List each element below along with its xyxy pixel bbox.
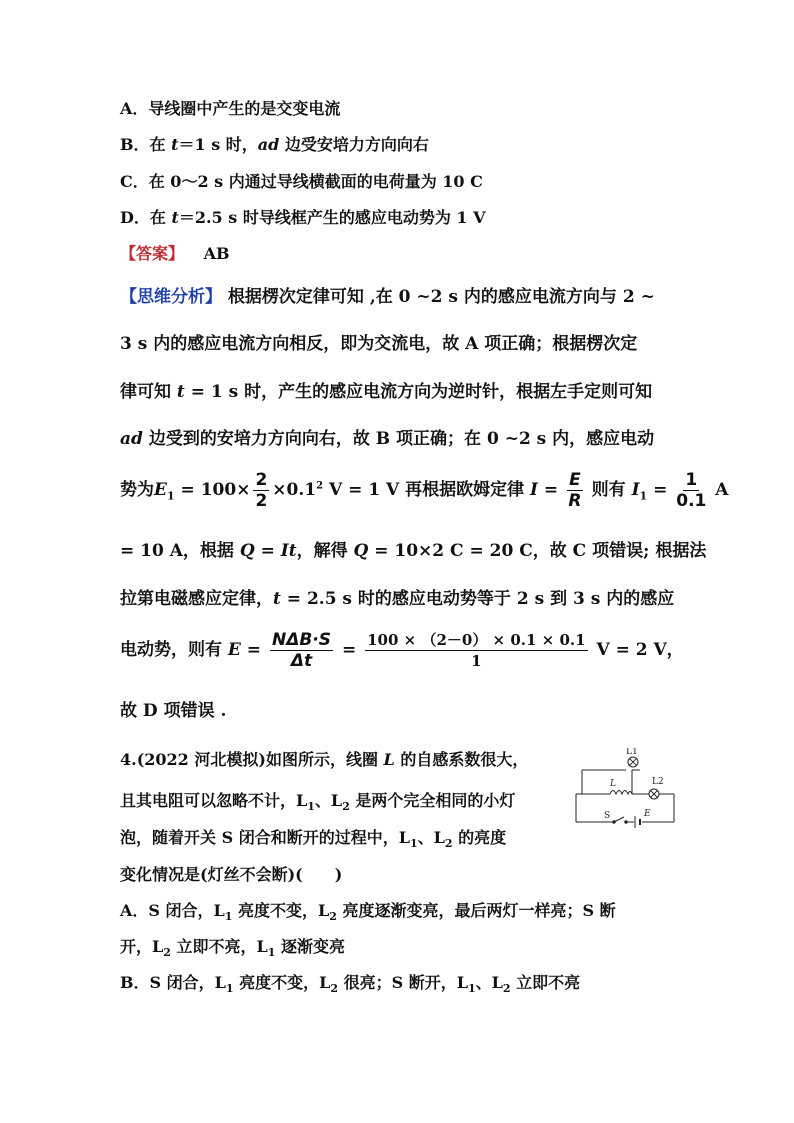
fraction-e-over-r: $\frac{E}{R}$ [568, 470, 582, 511]
switch-icon [613, 817, 627, 823]
option-b: B．在 t＝1 s 时，ad 边受安培力方向向右 [120, 135, 429, 154]
fraction-numeric: $\frac{100 \times (2-0) \times 0.1 \times 0.1}{1}$ [367, 631, 586, 670]
q4-option-b-line-1: B．S 闭合，$L_1$ 亮度不变，$L_2$ 很亮；S 断开，$L_1$、$L_2$ 立即不亮 [120, 973, 581, 996]
fraction-1-over-01: $\frac{1}{0.1}$ [676, 470, 707, 511]
lamp-l2-icon [649, 789, 659, 799]
battery-icon [635, 816, 640, 828]
q4-line-4: 变化情况是(灯丝不会断)( ) [120, 865, 343, 884]
option-a: A．导线圈中产生的是交变电流 [120, 99, 341, 118]
analysis-line-8: 电动势，则有 E = $\frac{\text{NΔB·S}}{\Delta t}$ = $\frac{100 \times (2-0) \times 0.1 \times 0.1}{1}$ V = 2 V， [120, 630, 684, 671]
label-l: L [610, 779, 616, 789]
q4-source: (2022 河北模拟) [136, 750, 266, 769]
answer-tag: 【答案】 [120, 244, 185, 263]
label-s: S [604, 811, 611, 821]
q4-option-a-line-1: A．S 闭合，$L_1$ 亮度不变，$L_2$ 亮度逐渐变亮，最后两灯一样亮；S 断 [120, 901, 616, 924]
label-l2: L2 [652, 777, 664, 787]
analysis-line-6: = 10 A，根据 Q = It，解得 Q = 10×2 C = 20 C，故 C 项错误; 根据法 [120, 541, 707, 561]
q4-line-3: 泡，随着开关 S 闭合和断开的过程中，$L_1$、$L_2$ 的亮度 [120, 828, 507, 851]
analysis-line-1: 【思维分析】 根据楞次定律可知 ,在 0 ~2 s 内的感应电流方向与 2 ~ [120, 287, 655, 307]
label-e: E [644, 809, 651, 819]
q4-line-2: 且其电阻可以忽略不计，$L_1$、$L_2$ 是两个完全相同的小灯 [120, 791, 516, 814]
lamp-l1-icon [582, 757, 638, 767]
q4-option-a-line-2: 开，$L_2$ 立即不亮，$L_1$ 逐渐变亮 [120, 937, 345, 960]
fraction-faraday: $\frac{\text{NΔB·S}}{\Delta t}$ [271, 630, 332, 671]
analysis-tag: 【思维分析】 [120, 287, 222, 307]
q4-line-1: 4.(2022 河北模拟)如图所示，线圈 L 的自感系数很大， [120, 750, 529, 769]
inductor-coil-icon [610, 791, 632, 795]
fraction-2-over-2: $\frac{2}{2}$ [255, 470, 268, 511]
analysis-line-5: 势为$E_1 = 100\times$ $\frac{2}{2}$ $\times 0.1^2$ V = 1 V 再根据欧姆定律 I = $\frac{E}{R}$ 则有 $I_1$ = $\frac{1}{0.1}$ A [120, 470, 729, 511]
analysis-line-2: 3 s 内的感应电流方向相反，即为交流电，故 A 项正确；根据楞次定 [120, 334, 638, 354]
circuit-diagram [574, 748, 684, 836]
option-d: D．在 t＝2.5 s 时导线框产生的感应电动势为 1 V [120, 208, 486, 227]
answer-line [120, 243, 230, 265]
answer-value: AB [203, 244, 230, 263]
option-c: C．在 0～2 s 内通过导线横截面的电荷量为 10 C [120, 172, 483, 191]
analysis-line-7: 拉第电磁感应定律，t = 2.5 s 时的感应电动势等于 2 s 到 3 s 内的感应 [120, 589, 675, 609]
analysis-line-4: ad 边受到的安培力方向向右，故 B 项正确；在 0 ~2 s 内，感应电动 [120, 429, 655, 449]
label-l1: L1 [626, 748, 638, 757]
analysis-line-3: 律可知 t = 1 s 时，产生的感应电流方向为逆时针，根据左手定则可知 [120, 382, 653, 402]
analysis-line-9: 故 D 项错误 . [120, 701, 227, 721]
